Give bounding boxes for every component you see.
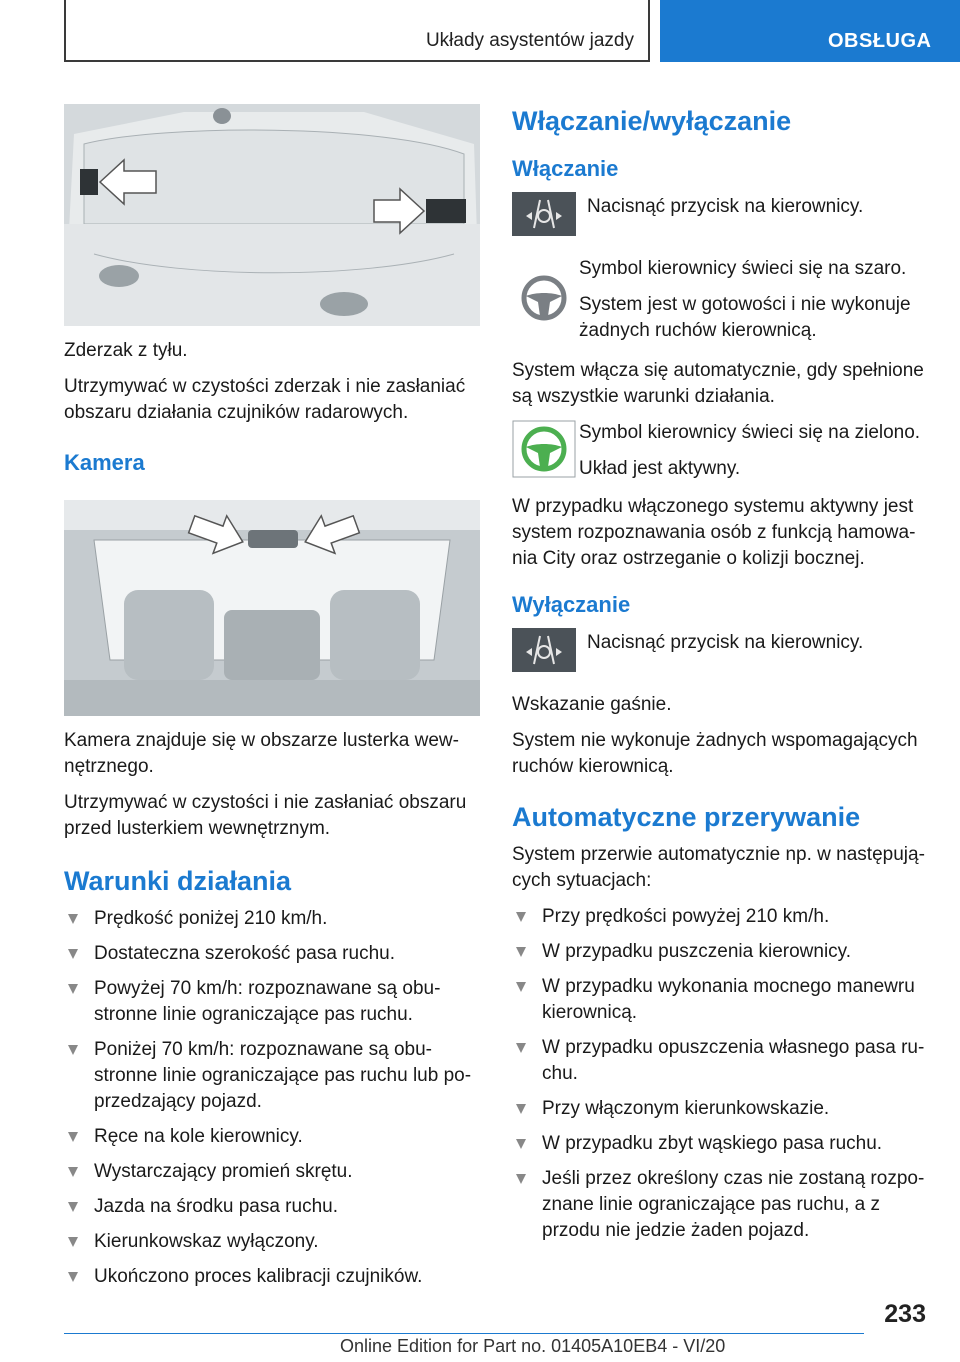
list-item: Jazda na środku pasa ruchu.	[64, 1194, 480, 1220]
bullet-triangle-icon	[68, 984, 78, 994]
page-number: 233	[884, 1300, 926, 1328]
green-symbol-line1: Symbol kierownicy świeci się na zielono.	[579, 422, 921, 443]
off-system-text: System nie wykonuje żadnych wspomagających ruchów kierownicą.	[512, 730, 918, 777]
conditions-heading: Warunki działania	[64, 866, 292, 896]
section-title: Układy asystentów jazdy	[425, 30, 634, 51]
off-indicator-text: Wskazanie gaśnie.	[512, 694, 672, 715]
chapter-tab-label: OBSŁUGA	[828, 30, 932, 52]
header-section-box	[64, 0, 650, 62]
on-heading: Włączanie	[512, 156, 619, 181]
footer-divider	[64, 1333, 864, 1334]
grey-symbol-line2: System jest w gotowości i nie wykonuje żadnych ruchów kierownicą.	[579, 294, 911, 341]
bullet-triangle-icon	[516, 1174, 526, 1184]
rear-bumper-illustration	[64, 104, 480, 326]
off-button-text: Nacisnąć przycisk na kierownicy.	[587, 632, 864, 653]
steering-wheel-grey-icon	[512, 270, 576, 331]
list-item: Powyżej 70 km/h: rozpoznawane są obu-stronne linie ograniczające pas ruchu.	[64, 976, 480, 1028]
bullet-triangle-icon	[68, 1237, 78, 1247]
steering-assist-button-icon	[512, 628, 576, 677]
list-item: W przypadku zbyt wąskiego pasa ruchu.	[512, 1131, 928, 1157]
green-symbol-line2: Układ jest aktywny.	[579, 458, 741, 479]
camera-heading: Kamera	[64, 450, 145, 475]
figure2-text: Utrzymywać w czystości i nie zasłaniać obszaru przed lusterkiem wewnętrznym.	[64, 792, 467, 839]
auto-on-text: System włącza się automatycznie, gdy spełnione są wszystkie warunki działania.	[512, 360, 924, 407]
steering-assist-button-icon	[512, 192, 576, 241]
bullet-triangle-icon	[68, 914, 78, 924]
bullet-triangle-icon	[516, 947, 526, 957]
bullet-triangle-icon	[68, 1272, 78, 1282]
bullet-triangle-icon	[68, 1202, 78, 1212]
list-item: Przy prędkości powyżej 210 km/h.	[512, 904, 928, 930]
off-heading: Wyłączanie	[512, 592, 631, 617]
list-item: W przypadku wykonania mocnego manewru kierownicą.	[512, 974, 928, 1026]
grey-symbol-row	[512, 256, 928, 346]
edition-text: Online Edition for Part no. 01405A10EB4 - VI/20	[340, 1336, 726, 1356]
active-text: W przypadku włączonego systemu aktywny jest system rozpoznawania osób z funkcją hamowa-nia City oraz ostrzeganie o kolizji bocznej.	[512, 496, 916, 569]
steering-wheel-green-icon	[512, 420, 576, 483]
list-item: Poniżej 70 km/h: rozpoznawane są obu-stronne linie ograniczające pas ruchu lub po-przedzający pojazd.	[64, 1037, 480, 1115]
camera-figure	[64, 500, 480, 716]
off-button-row	[512, 628, 928, 680]
list-item: Jeśli przez określony czas nie zostaną rozpo-znane linie ograniczające pas ruchu, a z przodu nie jedzie żaden pojazd.	[512, 1166, 928, 1244]
figure2-caption: Kamera znajduje się w obszarze lusterka wew-nętrznego.	[64, 730, 459, 777]
interrupt-list	[512, 904, 928, 1244]
bullet-triangle-icon	[516, 982, 526, 992]
list-item: W przypadku opuszczenia własnego pasa ru-chu.	[512, 1035, 928, 1087]
list-item: Ręce na kole kierownicy.	[64, 1124, 480, 1150]
left-column	[64, 104, 480, 1299]
grey-symbol-line1: Symbol kierownicy świeci się na szaro.	[579, 258, 907, 279]
right-column	[512, 104, 928, 1253]
bullet-triangle-icon	[68, 1167, 78, 1177]
list-item: Dostateczna szerokość pasa ruchu.	[64, 941, 480, 967]
bullet-triangle-icon	[68, 1045, 78, 1055]
figure1-text: Utrzymywać w czystości zderzak i nie zasłaniać obszaru działania czujników radarowych.	[64, 376, 466, 423]
list-item: Ukończono proces kalibracji czujników.	[64, 1264, 480, 1290]
list-item: Kierunkowskaz wyłączony.	[64, 1229, 480, 1255]
rear-bumper-figure	[64, 104, 480, 326]
list-item: Prędkość poniżej 210 km/h.	[64, 906, 480, 932]
interrupt-heading: Automatyczne przerywanie	[512, 802, 861, 832]
on-button-row	[512, 192, 928, 244]
figure1-caption: Zderzak z tyłu.	[64, 340, 188, 361]
bullet-triangle-icon	[516, 1139, 526, 1149]
list-item: W przypadku puszczenia kierownicy.	[512, 939, 928, 965]
chapter-tab[interactable]	[660, 0, 960, 62]
on-button-text: Nacisnąć przycisk na kierownicy.	[587, 196, 864, 217]
bullet-triangle-icon	[516, 1043, 526, 1053]
conditions-list	[64, 906, 480, 1290]
bullet-triangle-icon	[516, 912, 526, 922]
list-item: Przy włączonym kierunkowskazie.	[512, 1096, 928, 1122]
green-symbol-row	[512, 420, 928, 482]
bullet-triangle-icon	[68, 949, 78, 959]
list-item: Wystarczający promień skrętu.	[64, 1159, 480, 1185]
bullet-triangle-icon	[516, 1104, 526, 1114]
bullet-triangle-icon	[68, 1132, 78, 1142]
camera-illustration	[64, 500, 480, 716]
interrupt-intro: System przerwie automatycznie np. w następują-cych sytuacjach:	[512, 844, 925, 891]
on-off-heading: Włączanie/wyłączanie	[512, 106, 792, 136]
